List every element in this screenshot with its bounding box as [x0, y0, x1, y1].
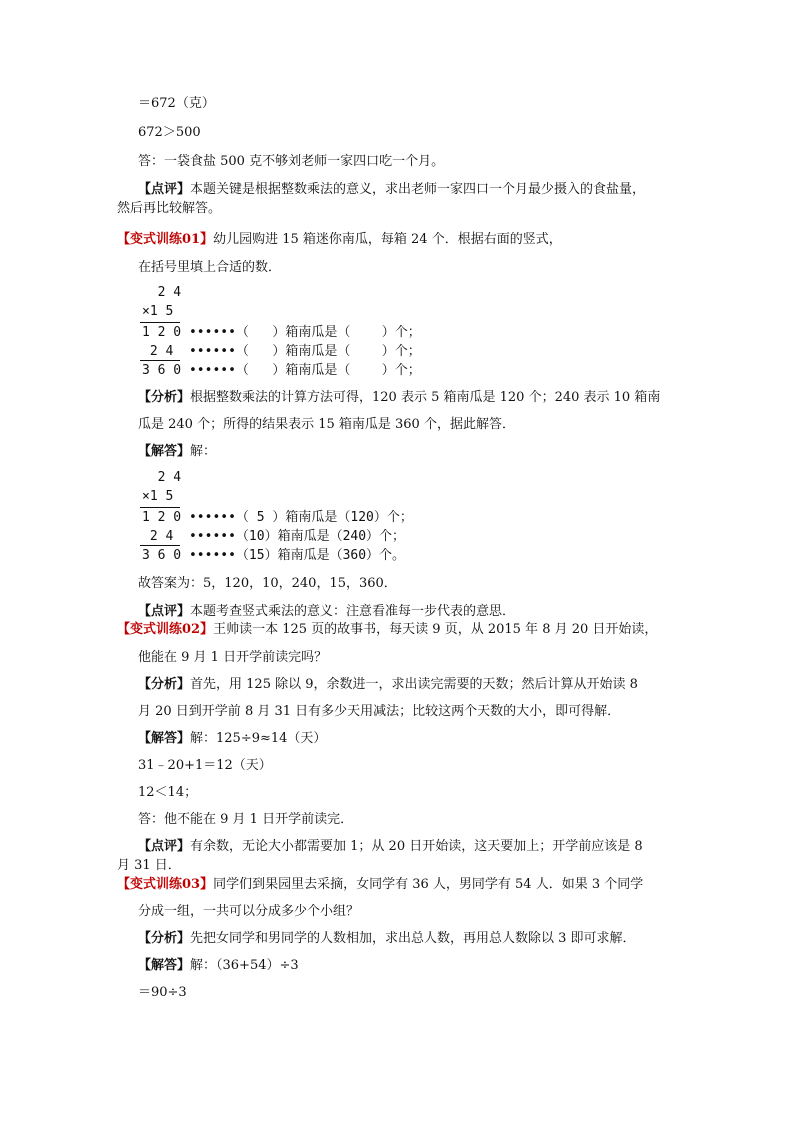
comment-line	[138, 603, 515, 621]
calc-row: ×1 5	[142, 304, 174, 319]
calc-row: 2 4	[142, 285, 182, 300]
solution-line	[138, 730, 326, 748]
text-line: ＝90÷3	[138, 985, 187, 1000]
text-line: 然后再比较解答。	[117, 201, 222, 216]
vertical-calculation-blank	[138, 284, 420, 380]
comment-tag: 【点评】	[138, 839, 191, 854]
solution-line	[138, 957, 299, 975]
calc-row: 2 4 ••••••（10）箱南瓜是（240）个；	[142, 529, 406, 544]
analysis-line	[138, 389, 660, 407]
calc-row: 2 4	[142, 470, 182, 485]
text-line: 月 20 日到开学前 8 月 31 日有多少天用减法；比较这两个天数的大小，即可得解．	[138, 704, 621, 719]
text-line: 672＞500	[138, 125, 201, 140]
calc-row: 3 6 0 ••••••（ ）箱南瓜是（ ）个；	[142, 363, 421, 378]
text-line: 他能在 9 月 1 日开学前读完吗？	[138, 650, 328, 665]
analysis-text: 先把女同学和男同学的人数相加，求出总人数，再用总人数除以 3 即可求解．	[190, 931, 636, 946]
exercise-text: 同学们到果园里去采摘，女同学有 36 人，男同学有 54 人．如果 3 个同学	[213, 877, 644, 892]
text-line: 分成一组，一共可以分成多少个小组？	[138, 904, 360, 919]
text-line: 31﹣20+1＝12（天）	[138, 758, 272, 773]
solution-tag: 【解答】	[138, 958, 191, 973]
exercise-tag: 【变式训练02】	[117, 622, 214, 637]
exercise-tag: 【变式训练01】	[117, 232, 214, 247]
calc-rule	[140, 322, 180, 323]
text-line: 在括号里填上合适的数．	[138, 260, 282, 275]
comment-line	[138, 181, 645, 199]
text-line: 月 31 日．	[117, 858, 181, 873]
analysis-text: 首先，用 125 除以 9，余数进一，求出读完需要的天数；然后计算从开始读 8	[190, 677, 638, 692]
calc-row: 3 6 0 ••••••（15）箱南瓜是（360）个。	[142, 548, 406, 563]
comment-text: 本题考查竖式乘法的意义：注意看准每一步代表的意思．	[190, 604, 516, 619]
solution-line	[138, 443, 216, 461]
calc-rule	[140, 360, 180, 361]
solution-text: 解：125÷9≈14（天）	[190, 731, 327, 746]
comment-tag: 【点评】	[138, 604, 191, 619]
analysis-tag: 【分析】	[138, 931, 191, 946]
calc-rule	[140, 545, 180, 546]
answer-line: 故答案为：5，120，10，240，15，360．	[138, 576, 397, 591]
exercise-text: 王帅读一本 125 页的故事书，每天读 9 页，从 2015 年 8 月 20 日开始读，	[213, 622, 658, 637]
text-line: 答：一袋食盐 500 克不够刘老师一家四口吃一个月。	[138, 154, 445, 169]
calc-row: 2 4 ••••••（ ）箱南瓜是（ ）个；	[142, 344, 421, 359]
exercise-01-title	[117, 231, 562, 249]
text-line: 12＜14；	[138, 785, 198, 800]
comment-line	[138, 838, 643, 856]
calc-row: 1 2 0 ••••••（ ）箱南瓜是（ ）个；	[142, 325, 421, 340]
comment-text: 有余数，无论大小都需要加 1；从 20 日开始读，这天要加上；开学前应该是 8	[190, 839, 643, 854]
exercise-02-title	[117, 621, 657, 639]
analysis-text: 根据整数乘法的计算方法可得，120 表示 5 箱南瓜是 120 个；240 表示 10 箱南	[190, 390, 661, 405]
solution-tag: 【解答】	[138, 444, 191, 459]
text-line: 瓜是 240 个；所得的结果表示 15 箱南瓜是 360 个，据此解答．	[138, 417, 515, 432]
exercise-tag: 【变式训练03】	[117, 877, 214, 892]
comment-tag: 【点评】	[138, 182, 191, 197]
analysis-tag: 【分析】	[138, 390, 191, 405]
exercise-text: 幼儿园购进 15 箱迷你南瓜，每箱 24 个．根据右面的竖式，	[213, 232, 562, 247]
comment-text: 本题关键是根据整数乘法的意义，求出老师一家四口一个月最少摄入的食盐量，	[190, 182, 646, 197]
vertical-calculation-answer	[138, 469, 420, 565]
calc-row: ×1 5	[142, 489, 174, 504]
answer-line: 答：他不能在 9 月 1 日开学前读完．	[138, 812, 354, 827]
solution-text: 解：	[190, 444, 217, 459]
solution-text: 解：（36+54）÷3	[190, 958, 299, 973]
solution-tag: 【解答】	[138, 731, 191, 746]
analysis-tag: 【分析】	[138, 677, 191, 692]
exercise-03-title	[117, 876, 643, 894]
calc-rule	[140, 507, 180, 508]
text-line: ＝672（克）	[138, 96, 215, 111]
analysis-line	[138, 930, 636, 948]
calc-row: 1 2 0 ••••••（ 5 ）箱南瓜是（120）个；	[142, 510, 413, 525]
analysis-line	[138, 676, 638, 694]
